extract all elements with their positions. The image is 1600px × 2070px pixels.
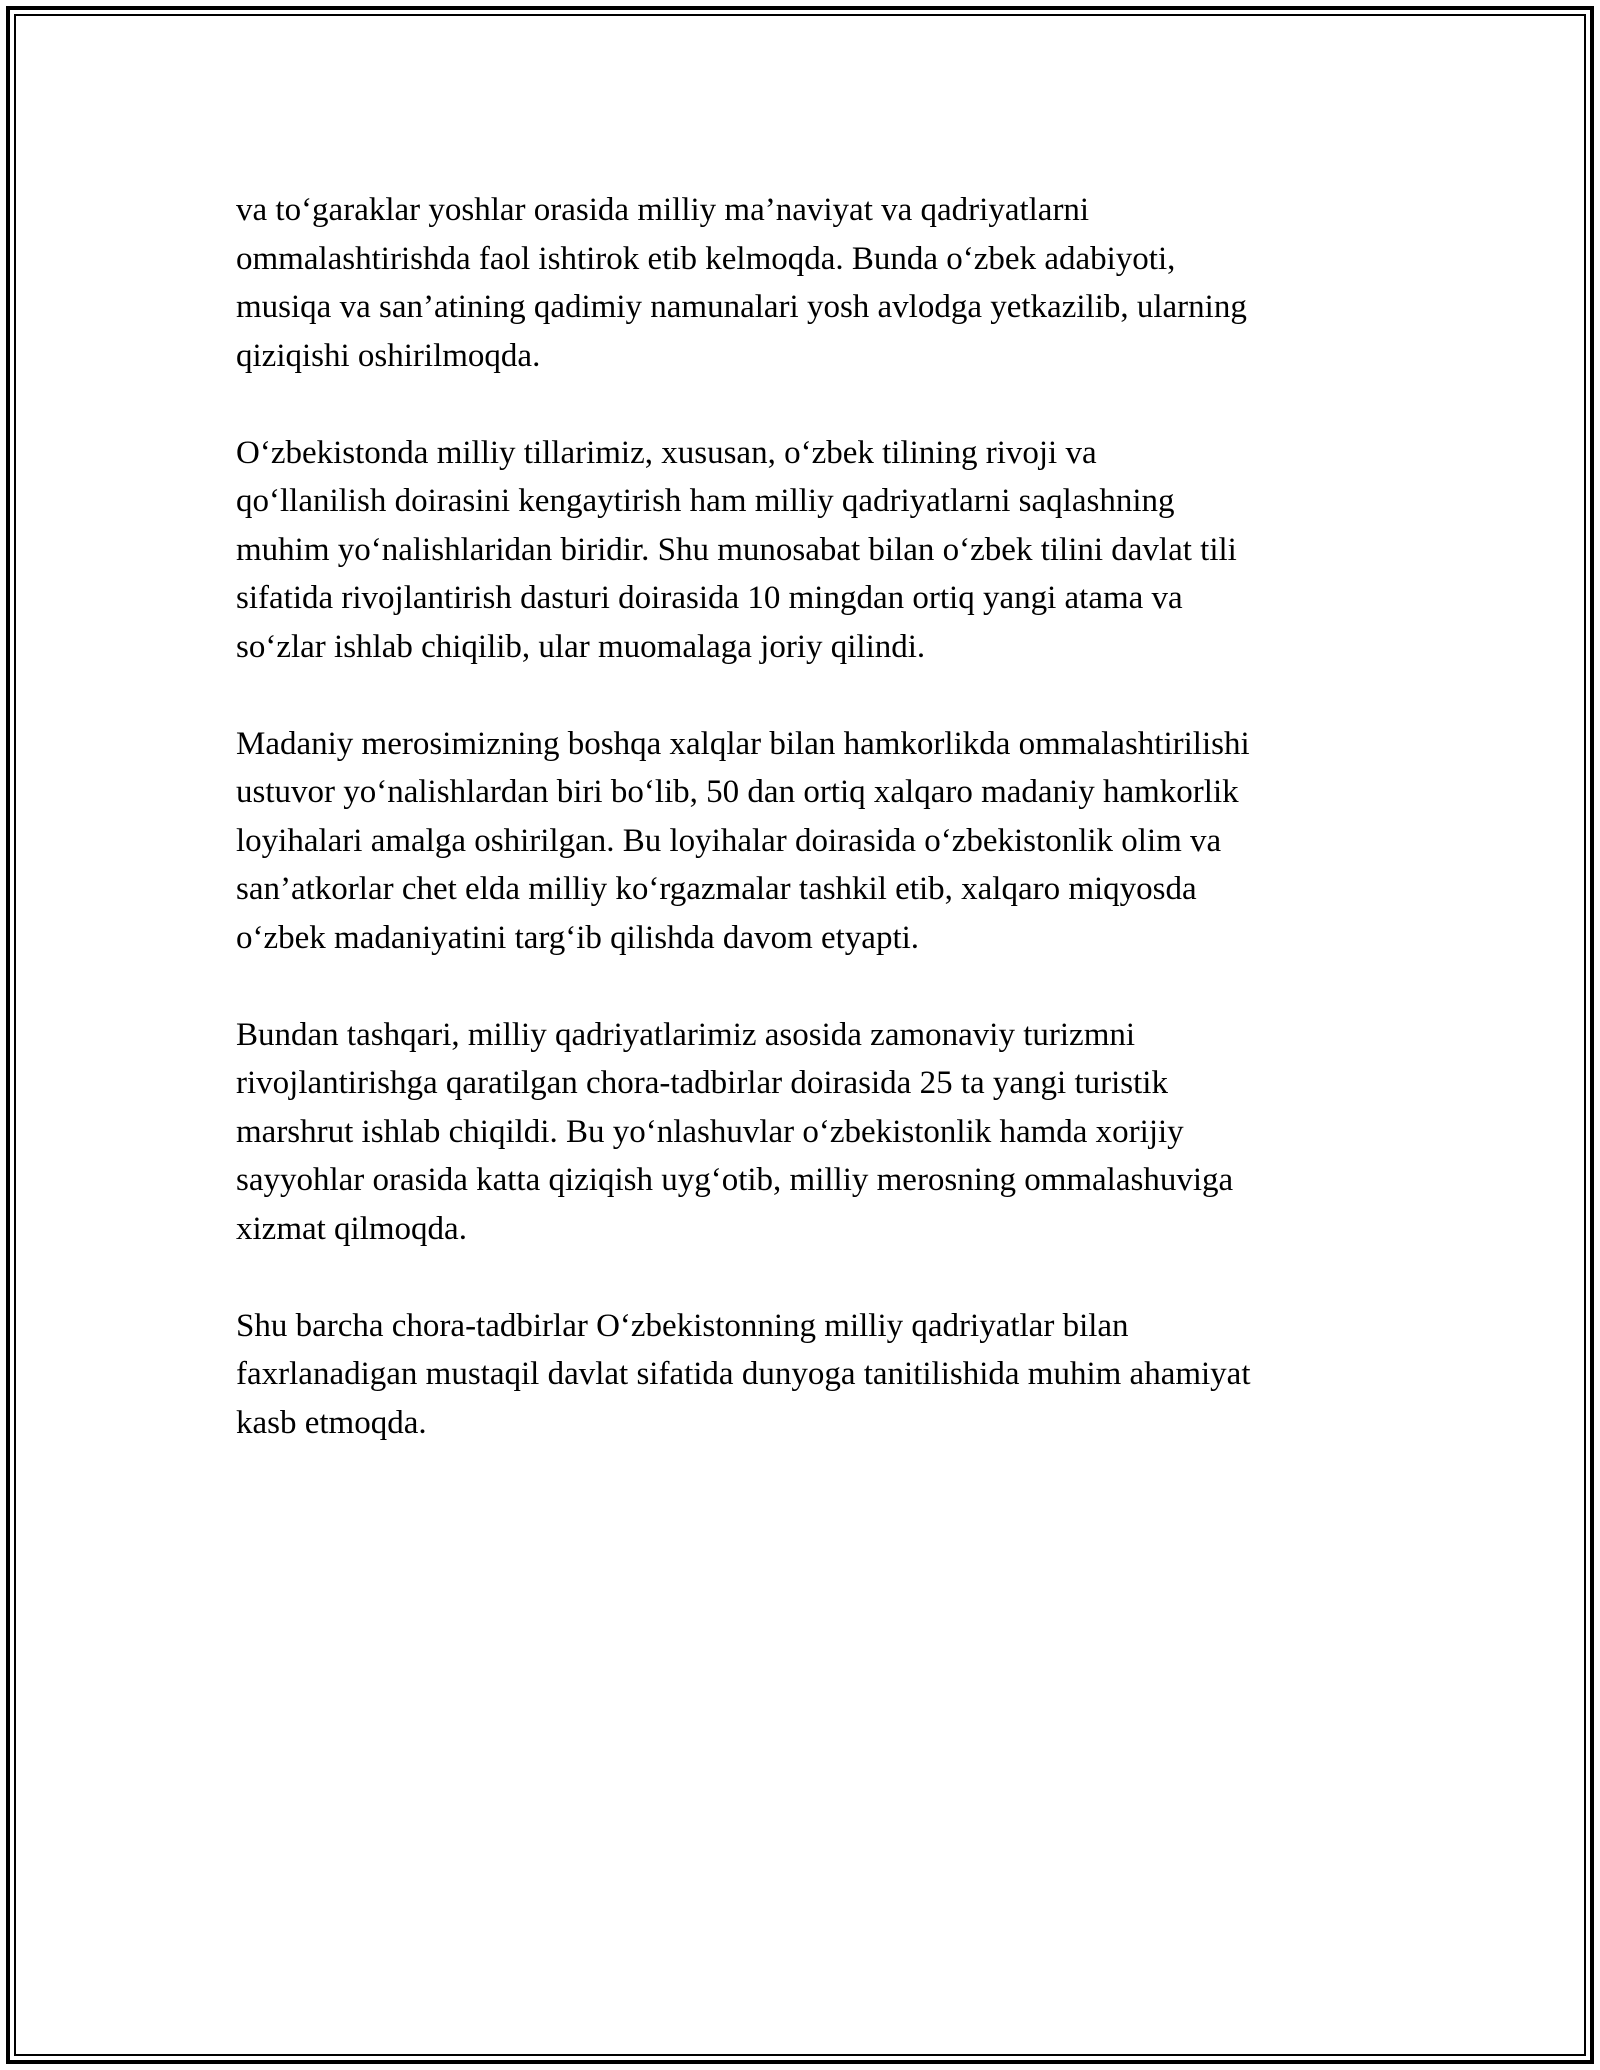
paragraph-3 xyxy=(236,720,1376,963)
text-line: rivojlantirishga qaratilgan chora-tadbirlar doirasida 25 ta yangi turistik xyxy=(236,1065,1168,1101)
text-line: sifatida rivojlantirish dasturi doirasida 10 mingdan ortiq yangi atama va xyxy=(236,580,1183,616)
text-line: san’atkorlar chet elda milliy ko‘rgazmalar tashkil etib, xalqaro miqyosda xyxy=(236,871,1197,907)
text-line: O‘zbekistonda milliy tillarimiz, xususan, o‘zbek tilining rivoji va xyxy=(236,434,1097,471)
text-line: ustuvor yo‘nalishlardan biri bo‘lib, 50 dan ortiq xalqaro madaniy hamkorlik xyxy=(236,774,1239,810)
text-line: musiqa va san’atining qadimiy namunalari yosh avlodga yetkazilib, ularning xyxy=(236,289,1247,325)
text-line: sayyohlar orasida katta qiziqish uyg‘otib, milliy merosning ommalashuviga xyxy=(236,1162,1234,1198)
text-line: Bundan tashqari, milliy qadriyatlarimiz asosida zamonaviy turizmni xyxy=(236,1016,1136,1053)
paragraph-4 xyxy=(236,1011,1376,1254)
text-line: loyihalari amalga oshirilgan. Bu loyihalar doirasida o‘zbekistonlik olim va xyxy=(236,822,1222,859)
text-line: kasb etmoqda. xyxy=(236,1404,427,1441)
text-line: Madaniy merosimizning boshqa xalqlar bilan hamkorlikda ommalashtirilishi xyxy=(236,725,1250,762)
paragraph-5 xyxy=(236,1302,1376,1448)
text-line: muhim yo‘nalishlaridan biridir. Shu munosabat bilan o‘zbek tilini davlat tili xyxy=(236,531,1237,568)
paragraph-2 xyxy=(236,429,1376,672)
text-line: va to‘garaklar yoshlar orasida milliy ma’naviyat va qadriyatlarni xyxy=(236,192,1090,228)
text-line: o‘zbek madaniyatini targ‘ib qilishda davom etyapti. xyxy=(236,919,920,956)
paragraph-1 xyxy=(236,186,1376,380)
text-line: marshrut ishlab chiqildi. Bu yo‘nlashuvlar o‘zbekistonlik hamda xorijiy xyxy=(236,1113,1184,1150)
text-line: faxrlanadigan mustaqil davlat sifatida dunyoga tanitilishida muhim ahamiyat xyxy=(236,1356,1251,1392)
text-line: xizmat qilmoqda. xyxy=(236,1210,467,1247)
text-line: qo‘llanilish doirasini kengaytirish ham milliy qadriyatlarni saqlashning xyxy=(236,483,1175,519)
text-line: so‘zlar ishlab chiqilib, ular muomalaga joriy qilindi. xyxy=(236,628,926,665)
text-line: ommalashtirishda faol ishtirok etib kelmoqda. Bunda o‘zbek adabiyoti, xyxy=(236,240,1176,277)
text-line: qiziqishi oshirilmoqda. xyxy=(236,337,541,374)
document-body xyxy=(236,186,1376,1496)
text-line: Shu barcha chora-tadbirlar O‘zbekistonning milliy qadriyatlar bilan xyxy=(236,1307,1129,1344)
